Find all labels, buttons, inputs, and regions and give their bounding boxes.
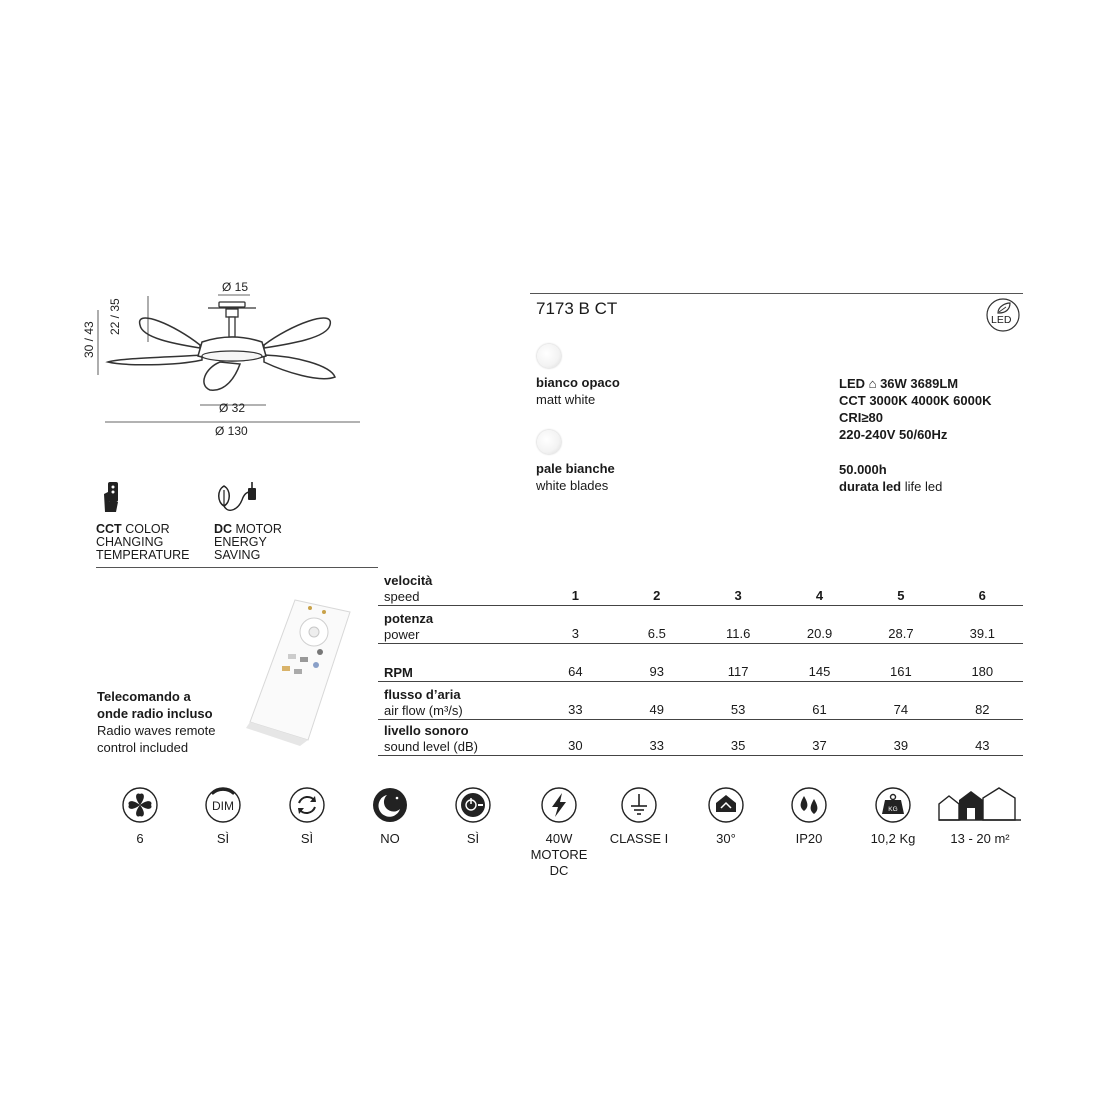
table-cell: 35: [730, 737, 746, 753]
feature-dc-line2: ENERGY: [214, 535, 267, 549]
dim-total-height: 30 / 43: [82, 321, 96, 358]
row-label: [378, 567, 535, 605]
ip-drops-icon: [769, 786, 849, 824]
finish-body-en: matt white: [536, 392, 596, 407]
remote-it-1: Telecomando a: [97, 689, 191, 704]
table-cell: 53: [730, 701, 746, 717]
remote-image: [240, 590, 360, 750]
table-cell: 6.5: [647, 625, 666, 641]
icon-value: IP20: [795, 831, 823, 846]
row-label: [378, 643, 535, 681]
icon-value-line: MOTORE: [530, 847, 588, 862]
row-label: [378, 681, 535, 719]
row-label-it: potenza: [384, 610, 434, 626]
reverse-icon: [267, 786, 347, 824]
leaf-plug-icon: [214, 480, 264, 514]
feature-dc-bold: DC: [214, 522, 233, 536]
feature-cct: [96, 480, 190, 562]
table-cell: 4: [815, 587, 824, 603]
dim-icon: [183, 786, 263, 824]
room-size-icon: [937, 786, 1023, 824]
table-cell: 93: [649, 663, 665, 679]
icon-value: NO: [380, 831, 400, 846]
icon-value: CLASSE I: [609, 831, 669, 846]
finish-body-it: bianco opaco: [536, 375, 620, 390]
table-cell: 161: [890, 663, 912, 679]
feature-dc-rest: MOTOR: [235, 522, 282, 536]
spec-led: LED ⌂ 36W 3689LM: [839, 376, 959, 391]
spec-life-hours: 50.000h: [839, 462, 887, 477]
table-cell: 49: [649, 701, 665, 717]
icon-cell: [433, 786, 513, 847]
finish-swatch-body: [537, 344, 561, 368]
remote-control-icon: [240, 590, 360, 750]
icon-cell: [769, 786, 849, 847]
left-top-rule: [96, 567, 378, 568]
icon-value: SÌ: [466, 831, 480, 846]
table-cell: 33: [568, 701, 583, 717]
table-cell: 117: [727, 663, 749, 679]
icon-value-line: 40W: [545, 831, 573, 846]
spec-cct: CCT 3000K 4000K 6000K: [839, 393, 992, 408]
row-label-it: RPM: [384, 664, 413, 680]
spec-cri: CRI≥80: [839, 410, 883, 425]
table-cell: 3: [571, 625, 580, 641]
remote-it-2: onde radio incluso: [97, 706, 213, 721]
icon-cell: [937, 786, 1023, 847]
icon-cell: [853, 786, 933, 847]
icon-value-line: DC: [549, 863, 569, 878]
remote-en-1: Radio waves remote: [97, 723, 216, 738]
table-cell: 33: [649, 737, 665, 753]
table-cell: 82: [975, 701, 990, 717]
table-cell: 61: [812, 701, 827, 717]
table-cell: 11.6: [725, 625, 751, 641]
product-code: 7173 B CT: [536, 299, 618, 318]
icon-cell: [267, 786, 347, 847]
feature-dc-line3: SAVING: [214, 548, 261, 562]
spec-life-label: [839, 478, 942, 495]
icon-value: 13 - 20 m²: [950, 831, 1010, 846]
life-label-light: life led: [904, 479, 943, 494]
night-mode-icon: [350, 786, 430, 824]
table-row: [378, 681, 1023, 719]
icon-value: [519, 831, 599, 879]
dim-blade-diameter: Ø 130: [215, 424, 248, 438]
icon-value: 30°: [716, 831, 736, 846]
fan-drawing: [80, 280, 370, 440]
table-cell: 1: [571, 587, 580, 603]
row-label: [378, 605, 535, 643]
row-label: [378, 719, 535, 755]
table-cell: 2: [653, 587, 661, 603]
life-label-bold: durata led: [839, 479, 902, 494]
performance-table: [378, 567, 1023, 756]
hand-remote-icon: [96, 480, 128, 514]
svg-text:KG: KG: [888, 806, 898, 813]
spec-voltage: 220-240V 50/60Hz: [839, 427, 948, 442]
feature-dc: [214, 480, 282, 562]
icon-value: 6: [136, 831, 144, 846]
table-row: [378, 643, 1023, 681]
table-cell: 39: [893, 737, 909, 753]
table-cell: 28.7: [888, 625, 914, 641]
dim-light-diameter: Ø 32: [219, 401, 246, 415]
icon-value: 10,2 Kg: [870, 831, 916, 846]
led-badge-text: LED: [991, 314, 1012, 326]
table-cell: 37: [812, 737, 827, 753]
svg-text:DIM: DIM: [212, 799, 234, 813]
icon-cell: [599, 786, 679, 847]
timer-icon: [433, 786, 513, 824]
row-label-it: flusso d’aria: [384, 686, 461, 702]
table-cell: 39.1: [969, 625, 995, 641]
icon-cell: [686, 786, 766, 847]
remote-text: [97, 688, 216, 756]
icon-cell: [183, 786, 263, 847]
power-icon: [519, 786, 599, 824]
icon-value: SÌ: [216, 831, 230, 846]
row-label-it: livello sonoro: [384, 722, 469, 738]
row-label-en: power: [384, 626, 420, 642]
table-cell: 74: [893, 701, 909, 717]
row-label-en: speed: [384, 588, 420, 604]
remote-en-2: control included: [97, 740, 189, 755]
table-cell: 43: [975, 737, 990, 753]
finish-blades-en: white blades: [536, 478, 609, 493]
icon-value: SÌ: [300, 831, 314, 846]
feature-cct-rest: COLOR: [125, 522, 170, 536]
led-badge: [986, 298, 1020, 332]
finish-swatch-blades: [537, 430, 561, 454]
feature-cct-bold: CCT: [96, 522, 122, 536]
feature-cct-line2: CHANGING: [96, 535, 164, 549]
table-cell: 3: [734, 587, 742, 603]
row-label-en: air flow (m³/s): [384, 702, 463, 718]
table-cell: 20.9: [806, 625, 833, 641]
icon-cell: [350, 786, 430, 847]
row-label-it: velocità: [384, 572, 433, 588]
ceiling-angle-icon: [686, 786, 766, 824]
icon-cell: [100, 786, 180, 847]
dim-rod-height: 22 / 35: [108, 298, 122, 335]
table-row: [378, 605, 1023, 643]
ground-icon: [599, 786, 679, 824]
table-cell: 6: [978, 587, 986, 603]
dim-top-diameter: Ø 15: [222, 280, 249, 294]
header-rule: [530, 293, 1023, 294]
table-cell: 5: [897, 587, 905, 603]
icon-cell: [519, 786, 599, 879]
feature-cct-line3: TEMPERATURE: [96, 548, 190, 562]
table-cell: 145: [808, 663, 831, 679]
fan-icon: [100, 786, 180, 824]
weight-icon: [853, 786, 933, 824]
table-cell: 180: [971, 663, 994, 679]
table-cell: 30: [568, 737, 583, 753]
table-row: [378, 719, 1023, 755]
finish-blades-it: pale bianche: [536, 461, 615, 476]
table-cell: 64: [568, 663, 583, 679]
row-label-en: sound level (dB): [384, 738, 478, 754]
table-row: [378, 567, 1023, 605]
fan-silhouette: [80, 280, 370, 440]
